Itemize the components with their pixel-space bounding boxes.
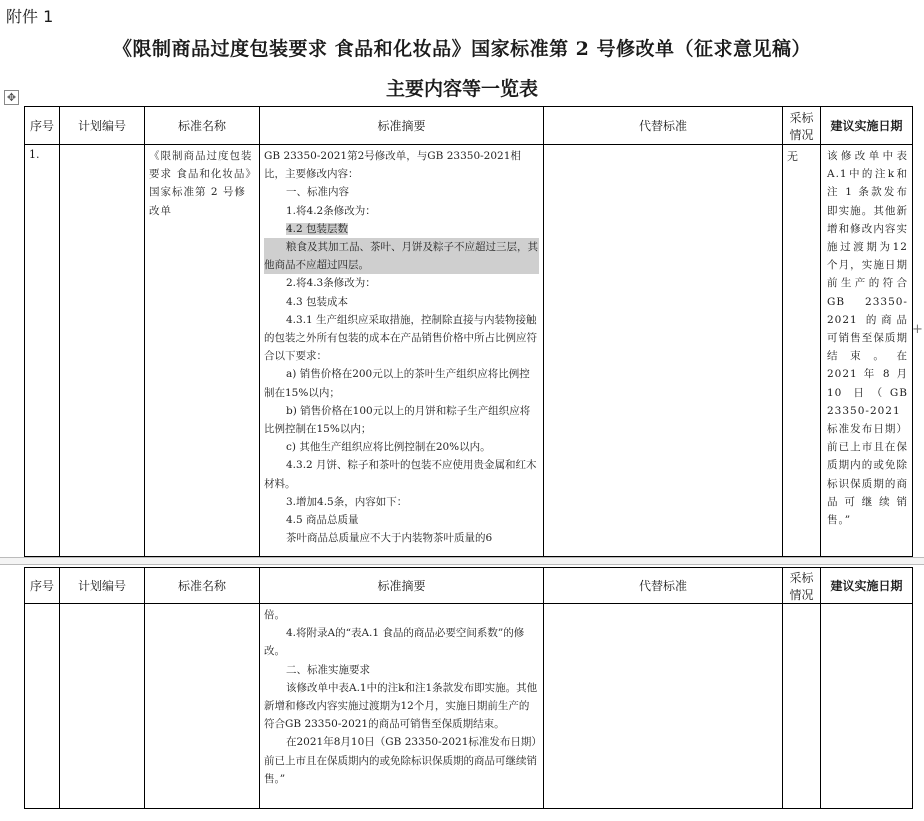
document-subtitle: 主要内容等一览表	[385, 78, 538, 100]
summary-line: 4.3.1 生产组织应采取措施，控制除直接与内装物接触的包装之外所有包装的成本在产品销售价格中所占比例应符合以下要求：	[264, 313, 537, 363]
summary-table-page-1	[24, 106, 913, 557]
summary-line: 茶叶商品总质量应不大于内装物茶叶质量的6	[286, 532, 493, 545]
attachment-label: 附件 1	[6, 7, 54, 26]
summary-line: 1.将4.2条修改为：	[286, 204, 376, 217]
summary-line: 4.将附录A的“表A.1 食品的商品必要空间系数”的修改。	[264, 627, 525, 658]
summary-line: 4.5 商品总质量	[286, 514, 359, 527]
summary-line: 在2021年8月10日（GB 23350-2021标准发布日期）前已上市且在保质期内的或免除标识保质期的商品可继续销售。”	[264, 736, 537, 785]
summary-line: b) 销售价格在100元以上的月饼和粽子生产组织应将比例控制在15%以内；	[264, 404, 531, 436]
plus-icon[interactable]: +	[912, 322, 923, 337]
summary-line: 4.3 包装成本	[286, 295, 349, 308]
header-adopt: 采标 情况	[783, 107, 821, 145]
summary-line: 该修改单中表A.1中的注k和注1条款发布即实施。其他新增和修改内容实施过渡期为12个月，实施日期前生产的符合GB 23350-2021的商品可销售至保质期结束。	[264, 681, 538, 731]
table-row	[25, 145, 913, 557]
header-impl-date: 建议实施日期	[821, 107, 913, 145]
row-seq: 1.	[29, 148, 40, 161]
summary-line: a) 销售价格在200元以上的茶叶生产组织应将比例控制在15%以内；	[264, 368, 530, 399]
row-replaced	[544, 145, 783, 557]
row-summary	[260, 145, 543, 549]
header-summary: 标准摘要	[260, 107, 544, 145]
row-summary-continued	[260, 604, 543, 790]
summary-line: 倍。	[264, 609, 285, 621]
header-std-name: 标准名称	[145, 568, 260, 604]
document-title: 《限制商品过度包装要求 食品和化妆品》国家标准第 2 号修改单（征求意见稿）	[112, 38, 812, 60]
header-replaced: 代替标准	[544, 568, 783, 604]
summary-line: 4.3.2 月饼、粽子和茶叶的包装不应使用贵金属和红木材料。	[264, 459, 537, 490]
summary-line: 3.增加4.5条，内容如下：	[286, 495, 408, 508]
header-adopt: 采标 情况	[783, 568, 821, 604]
row-plan-no	[60, 145, 145, 557]
summary-line: 二、标准实施要求	[286, 663, 370, 676]
summary-line: 一、标准内容	[286, 186, 349, 199]
row-std-name: 《限制商品过度包装要求 食品和化妆品》国家标准第 2 号修改单	[149, 150, 253, 217]
table-header-row	[25, 568, 913, 604]
header-std-name: 标准名称	[145, 107, 260, 145]
summary-line-highlighted: 粮食及其加工品、茶叶、月饼及粽子不应超过三层，其他商品不应超过四层。	[264, 238, 539, 274]
summary-line: c) 其他生产组织应将比例控制在20%以内。	[286, 441, 491, 454]
header-impl-date: 建议实施日期	[821, 568, 913, 604]
header-seq: 序号	[25, 568, 60, 604]
page-break	[0, 557, 924, 565]
row-impl-date: 该修改单中表A.1中的注k和注 1 条款发布即实施。其他新增和修改内容实施过渡期为12个月，实施日期前生产的符合 GB 23350-2021 的商品可销售至保质期结束。在 2021 年 8 月 10 日（GB 23350-2021 标准发布日期）前已上市且在保质期内的或免除标识保质期的商品可继续销售。”	[827, 150, 908, 527]
move-icon[interactable]: ✥	[4, 90, 19, 105]
header-summary: 标准摘要	[260, 568, 544, 604]
header-plan-no: 计划编号	[60, 107, 145, 145]
summary-line: GB 23350-2021第2号修改单，与GB 23350-2021相比，主要修改内容：	[264, 150, 521, 181]
header-seq: 序号	[25, 107, 60, 145]
table-row	[25, 604, 913, 809]
table-header-row	[25, 107, 913, 145]
summary-table-page-2	[24, 567, 913, 809]
header-replaced: 代替标准	[544, 107, 783, 145]
summary-line: 2.将4.3条修改为：	[286, 277, 376, 290]
summary-line-highlighted: 4.2 包装层数	[286, 222, 349, 235]
row-adopt: 无	[787, 150, 798, 163]
header-plan-no: 计划编号	[60, 568, 145, 604]
